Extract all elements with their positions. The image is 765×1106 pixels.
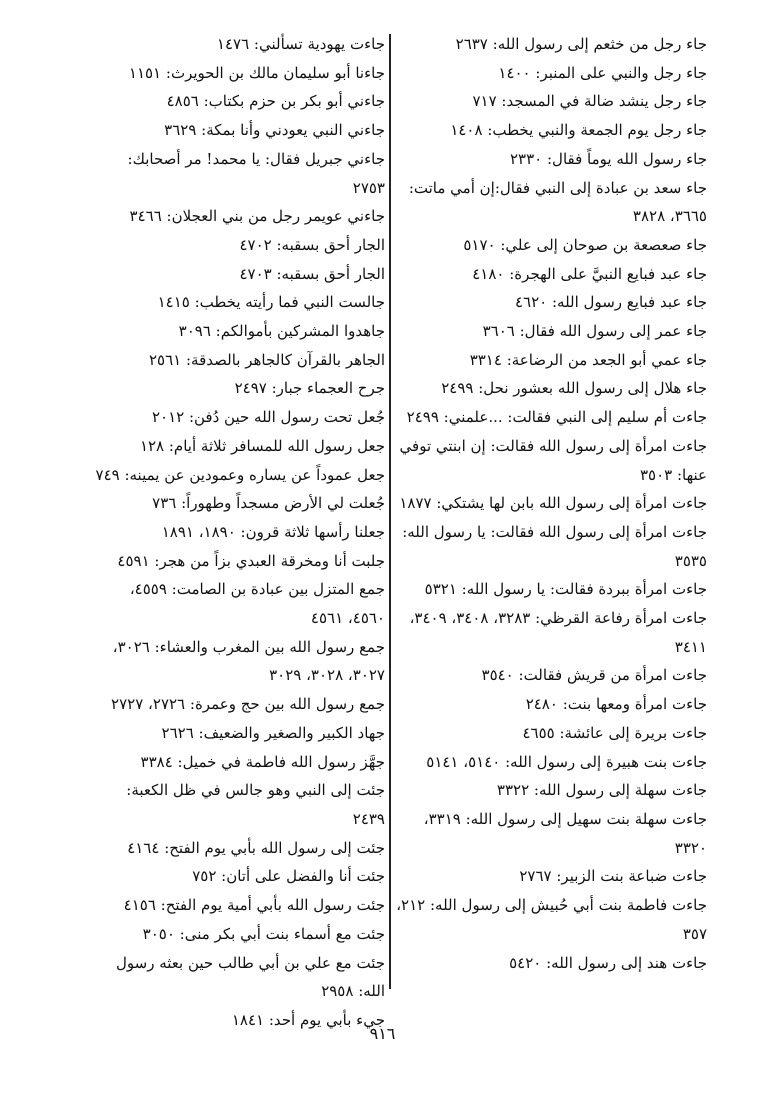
index-entry: جلبت أنا ومخرقة العبدي بزاً من هجر: ٤٥٩١	[117, 551, 385, 570]
index-entry: جعل رسول الله للمسافر ثلاثة أيام: ١٢٨	[139, 436, 385, 455]
index-entry: جاءت ضباعة بنت الزبير: ٢٧٦٧	[519, 867, 707, 886]
index-entry: الجار أحق بسقبه: ٤٧٠٢	[239, 235, 385, 254]
index-entry: جمع المتزل بين عبادة بن الصامت: ٤٥٥٩، ٤٥٦٠، ٤٥٦١	[129, 580, 385, 628]
index-entry: جاءت امرأة ببردة فقالت: يا رسول الله: ٥٣٢١	[424, 580, 707, 599]
index-entry: جاءت بنت هبيرة إلى رسول الله: ٥١٤٠، ٥١٤١	[426, 752, 707, 771]
index-entry: جاءنا أبو سليمان مالك بن الحويرث: ١١٥١	[128, 63, 385, 82]
column-divider	[389, 34, 391, 989]
index-entry: جاء رجل من خثعم إلى رسول الله: ٢٦٣٧	[455, 35, 707, 53]
index-entry: جئت أنا والفضل على أتان: ٧٥٢	[192, 867, 385, 886]
index-entry: جاءت سهلة بنت سهيل إلى رسول الله: ٣٣١٩، ٣٣٢٠	[423, 809, 707, 857]
index-entry: جاءت امرأة من قريش فقالت: ٣٥٤٠	[481, 666, 707, 685]
index-entry: جاءت امرأة ومعها بنت: ٢٤٨٠	[525, 695, 707, 714]
index-entry: جاء عمر إلى رسول الله فقال: ٣٦٠٦	[482, 322, 707, 341]
index-entry: جالست النبي فما رأيته يخطب: ١٤١٥	[157, 293, 385, 312]
index-entry: جئت إلى النبي وهو جالس في ظل الكعبة: ٢٤٣٩	[126, 781, 385, 828]
index-entry: جهاد الكبير والصغير والضعيف: ٢٦٢٦	[161, 723, 385, 742]
index-entry: جاءت امرأة إلى رسول الله بابن لها يشتكي: ١٨٧٧	[399, 494, 707, 513]
index-entry: جُعلت لي الأرض مسجداً وطهوراً: ٧٣٦	[152, 494, 385, 513]
index-entry: جئت مع أسماء بنت أبي بكر منى: ٣٠٥٠	[142, 924, 385, 943]
index-entry: جئت مع علي بن أبي طالب حين بعثه رسول الله: ٢٩٥٨	[115, 953, 385, 1001]
index-entry: جاء صعصعة بن صوحان إلى علي: ٥١٧٠	[463, 235, 707, 254]
index-entry: جمع رسول الله بين حج وعمرة: ٢٧٢٦، ٢٧٢٧	[111, 695, 385, 714]
index-entry: جاءني أبو بكر بن حزم بكتاب: ٤٨٥٦	[166, 92, 385, 111]
index-entry: جاءت أم سليم إلى النبي فقالت: ...علمني: ٢٤٩٩	[406, 408, 707, 427]
index-entry: الجاهر بالقرآن كالجاهر بالصدقة: ٢٥٦١	[148, 350, 385, 369]
index-entry: جاء هلال إلى رسول الله بعشور نحل: ٢٤٩٩	[441, 379, 707, 398]
index-entry: جاءني جبريل فقال: يا محمد! مر أصحابك: ٢٧٥٣	[127, 149, 385, 197]
index-entry: جمع رسول الله بين المغرب والعشاء: ٣٠٢٦، ٣٠٢٧، ٣٠٢٨، ٣٠٢٩	[112, 637, 385, 685]
index-entry: جيء بأبي يوم أحد: ١٨٤١	[231, 1010, 385, 1029]
index-entry: جاءت فاطمة بنت أبي حُبيش إلى رسول الله: ٢١٢، ٣٥٧	[396, 896, 707, 943]
index-entry: جاءني عويمر رجل من بني العجلان: ٣٤٦٦	[129, 207, 385, 226]
index-entry: جئت رسول الله بأبي أمية يوم الفتح: ٤١٥٦	[123, 896, 385, 915]
index-entry: جاء عبد فبايع النبيَّ على الهجرة: ٤١٨٠	[472, 264, 707, 283]
index-entry: جعل عموداً عن يساره وعمودين عن يمينه: ٧٤٩	[95, 465, 385, 484]
index-entry: جاء رسول الله يوماً فقال: ٢٣٣٠	[510, 149, 707, 168]
index-entry: جاءت بريرة إلى عائشة: ٤٦٥٥	[522, 723, 707, 742]
index-entry: جاء رجل والنبي على المنبر: ١٤٠٠	[498, 63, 707, 82]
index-entry: جاءت امرأة رفاعة القرظي: ٣٢٨٣، ٣٤٠٨، ٣٤٠٩، ٣٤١١	[409, 609, 707, 656]
index-entry: جاء سعد بن عبادة إلى النبي فقال:إن أمي ماتت: ٣٦٦٥، ٣٨٢٨	[408, 178, 707, 226]
right-index-column	[393, 30, 707, 977]
index-entry: الجار أحق بسقبه: ٤٧٠٣	[239, 264, 385, 283]
index-entry: جرح العجماء جبار: ٢٤٩٧	[234, 379, 385, 398]
index-entry: جعلنا رأسها ثلاثة قرون: ١٨٩٠، ١٨٩١	[161, 522, 385, 541]
index-entry: جاءني النبي يعودني وأنا بمكة: ٣٦٢٩	[164, 121, 385, 140]
index-entry: جاءت سهلة إلى رسول الله: ٣٣٢٢	[496, 781, 707, 800]
index-entry: جهَّز رسول الله فاطمة في خميل: ٣٣٨٤	[140, 752, 385, 771]
index-entry: جُعل تحت رسول الله حين دُفن: ٢٠١٢	[151, 408, 385, 427]
page-number: ٩١٦	[369, 1024, 396, 1043]
index-entry: جاءت امرأة إلى رسول الله فقالت: يا رسول الله: ٣٥٣٥	[402, 522, 707, 570]
index-entry: جاء عمي أبو الجعد من الرضاعة: ٣٣١٤	[469, 350, 707, 369]
index-entry: جاء عبد فبايع رسول الله: ٤٦٢٠	[514, 293, 707, 312]
index-entry: جاءت يهودية تسألني: ١٤٧٦	[216, 35, 385, 53]
index-entry: جاءت هند إلى رسول الله: ٥٤٢٠	[509, 953, 707, 972]
left-index-column	[95, 30, 385, 1035]
index-entry: جاء رجل يوم الجمعة والنبي يخطب: ١٤٠٨	[450, 121, 707, 140]
index-entry: جاهدوا المشركين بأموالكم: ٣٠٩٦	[178, 322, 385, 341]
index-entry: جاءت امرأة إلى رسول الله فقالت: إن ابنتي توفي عنها: ٣٥٠٣	[399, 436, 707, 484]
index-entry: جاء رجل ينشد ضالة في المسجد: ٧١٧	[472, 92, 707, 111]
index-entry: جئت إلى رسول الله بأبي يوم الفتح: ٤١٦٤	[127, 838, 385, 857]
